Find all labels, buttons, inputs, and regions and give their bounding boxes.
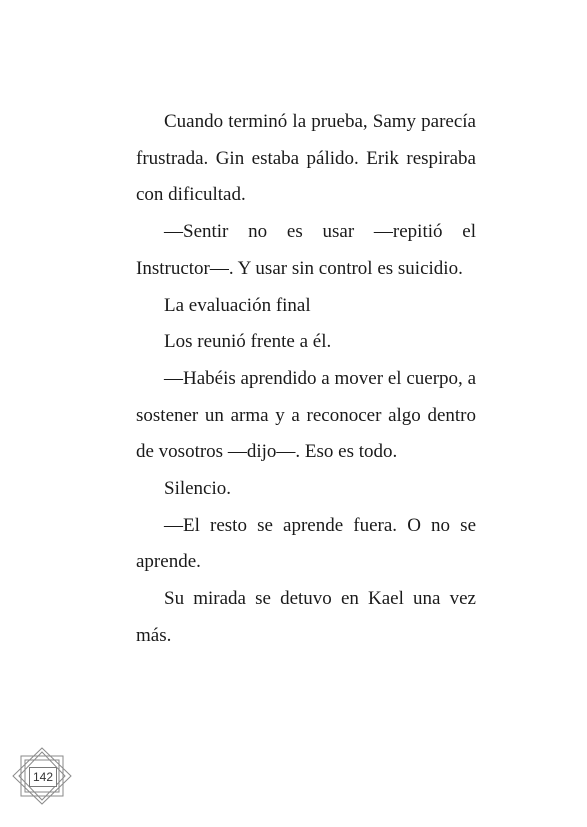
paragraph: —Habéis aprendido a mover el cuerpo, a sostener un arma y a reconocer algo dentro de vosotros —dijo—. Eso es todo. xyxy=(136,367,476,463)
page-number: 142 xyxy=(29,767,57,787)
paragraph: Cuando terminó la prueba, Samy parecía frustrada. Gin estaba pálido. Erik respiraba con dificultad. xyxy=(136,111,476,206)
paragraph: Los reunió frente a él. xyxy=(164,331,332,353)
paragraph: —El resto se aprende fuera. O no se aprende. xyxy=(136,514,476,573)
section-heading: La evaluación final xyxy=(164,294,311,316)
paragraph: Silencio. xyxy=(164,478,232,500)
body-text xyxy=(136,104,476,655)
paragraph: —Sentir no es usar —repitió el Instructor—. Y usar sin control es suicidio. xyxy=(136,221,476,279)
page-number-badge xyxy=(9,746,75,806)
paragraph: Su mirada se detuvo en Kael una vez más. xyxy=(136,588,476,646)
